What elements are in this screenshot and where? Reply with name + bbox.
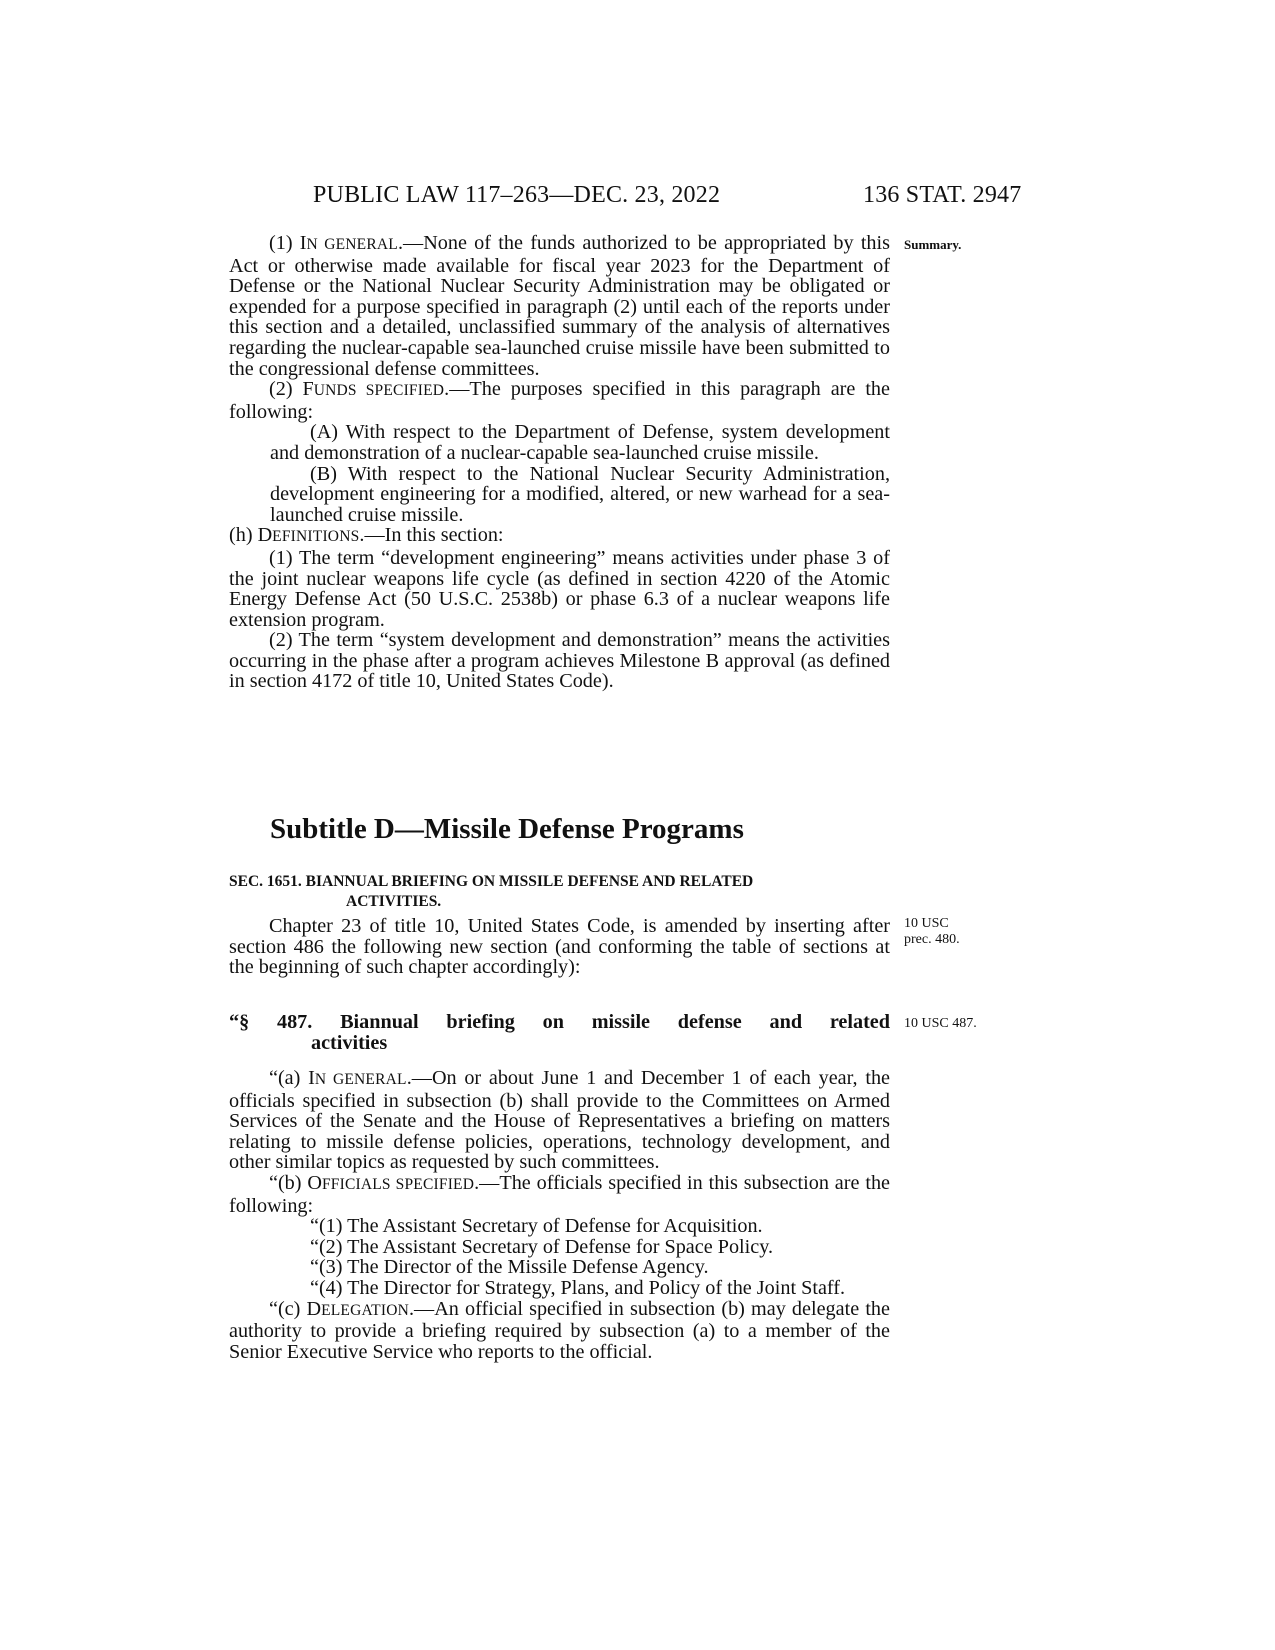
margin-note-usc-487: 10 USC 487.	[904, 1016, 977, 1031]
section-487-line1: “§ 487. Biannual briefing on missile defense and related	[229, 1011, 890, 1033]
margin-note-summary: Summary.	[904, 237, 962, 252]
margin-note-usc-line1: 10 USC	[904, 916, 949, 931]
section-487-heading	[229, 1012, 890, 1054]
paragraph-intro: Chapter 23 of title 10, United States Code, is amended by inserting after section 486 the following new section (and conforming the table of sections at the beginning of such chapter accordingly):	[229, 915, 890, 979]
paragraph-h2: (2) The term “system development and demonstration” means the activities occurring in the phase after a program achieves Milestone B approval (as defined in section 4172 of title 10, United States Code).	[229, 629, 890, 693]
text-block-1	[229, 233, 890, 692]
paragraph-c: “(c) DELEGATION.—An official specified in subsection (b) may delegate the authority to provide a briefing required by subsection (a) to a member of the Senior Executive Service who reports to the official.	[229, 1297, 890, 1363]
paragraph-a: “(a) IN GENERAL.—On or about June 1 and December 1 of each year, the officials specified in subsection (b) shall provide to the Committees on Armed Services of the Senate and the House of Representatives a briefing on matters relating to missile defense policies, operations, technology development, and other similar topics as requested by such committees.	[229, 1067, 890, 1174]
section-heading	[229, 872, 890, 912]
list-item-b3: “(3) The Director of the Missile Defense Agency.	[310, 1256, 709, 1279]
margin-note-usc-line2: prec. 480.	[904, 932, 960, 947]
margin-note-usc-prec	[904, 916, 960, 948]
section-heading-line2: ACTIVITIES.	[346, 893, 442, 910]
paragraph-g2: (2) FUNDS SPECIFIED.—The purposes specified in this paragraph are the following:	[229, 378, 890, 423]
paragraph-h1: (1) The term “development engineering” means activities under phase 3 of the joint nuclear weapons life cycle (as defined in section 4220 of the Atomic Energy Defense Act (50 U.S.C. 2538b) or phase 6.3 of a nuclear weapons life extension program.	[229, 546, 890, 631]
section-heading-line1: SEC. 1651. BIANNUAL BRIEFING ON MISSILE DEFENSE AND RELATED	[229, 873, 754, 890]
page-header-right: 136 STAT. 2947	[863, 182, 1022, 208]
section-487-line2: activities	[311, 1032, 388, 1054]
paragraph-g2a: (A) With respect to the Department of Defense, system development and demonstration of a nuclear-capable sea-launched cruise missile.	[270, 421, 890, 464]
list-item-b4: “(4) The Director for Strategy, Plans, and Policy of the Joint Staff.	[310, 1276, 846, 1299]
paragraph-h: (h) DEFINITIONS.—In this section:	[229, 524, 504, 547]
paragraph-b: “(b) OFFICIALS SPECIFIED.—The officials specified in this subsection are the following:	[229, 1171, 890, 1217]
page-header-left: PUBLIC LAW 117–263—DEC. 23, 2022	[313, 182, 721, 208]
paragraph-g2b: (B) With respect to the National Nuclear Security Administration, development engineering for a modified, altered, or new warhead for a sea-launched cruise missile.	[270, 462, 890, 526]
section-487-body	[229, 1068, 890, 1362]
subtitle-heading: Subtitle D—Missile Defense Programs	[270, 813, 744, 845]
list-item-b1: “(1) The Assistant Secretary of Defense for Acquisition.	[310, 1215, 763, 1238]
section-intro	[229, 916, 890, 978]
paragraph-g1: (1) IN GENERAL.—None of the funds authorized to be appropriated by this Act or otherwise made available for fiscal year 2023 for the Department of Defense or the National Nuclear Security Administration may be obligated or expended for a purpose specified in paragraph (2) until each of the reports under this section and a detailed, unclassified summary of the analysis of alternatives regarding the nuclear-capable sea-launched cruise missile have been submitted to the congressional defense committees.	[229, 232, 890, 380]
list-item-b2: “(2) The Assistant Secretary of Defense for Space Policy.	[310, 1235, 774, 1258]
